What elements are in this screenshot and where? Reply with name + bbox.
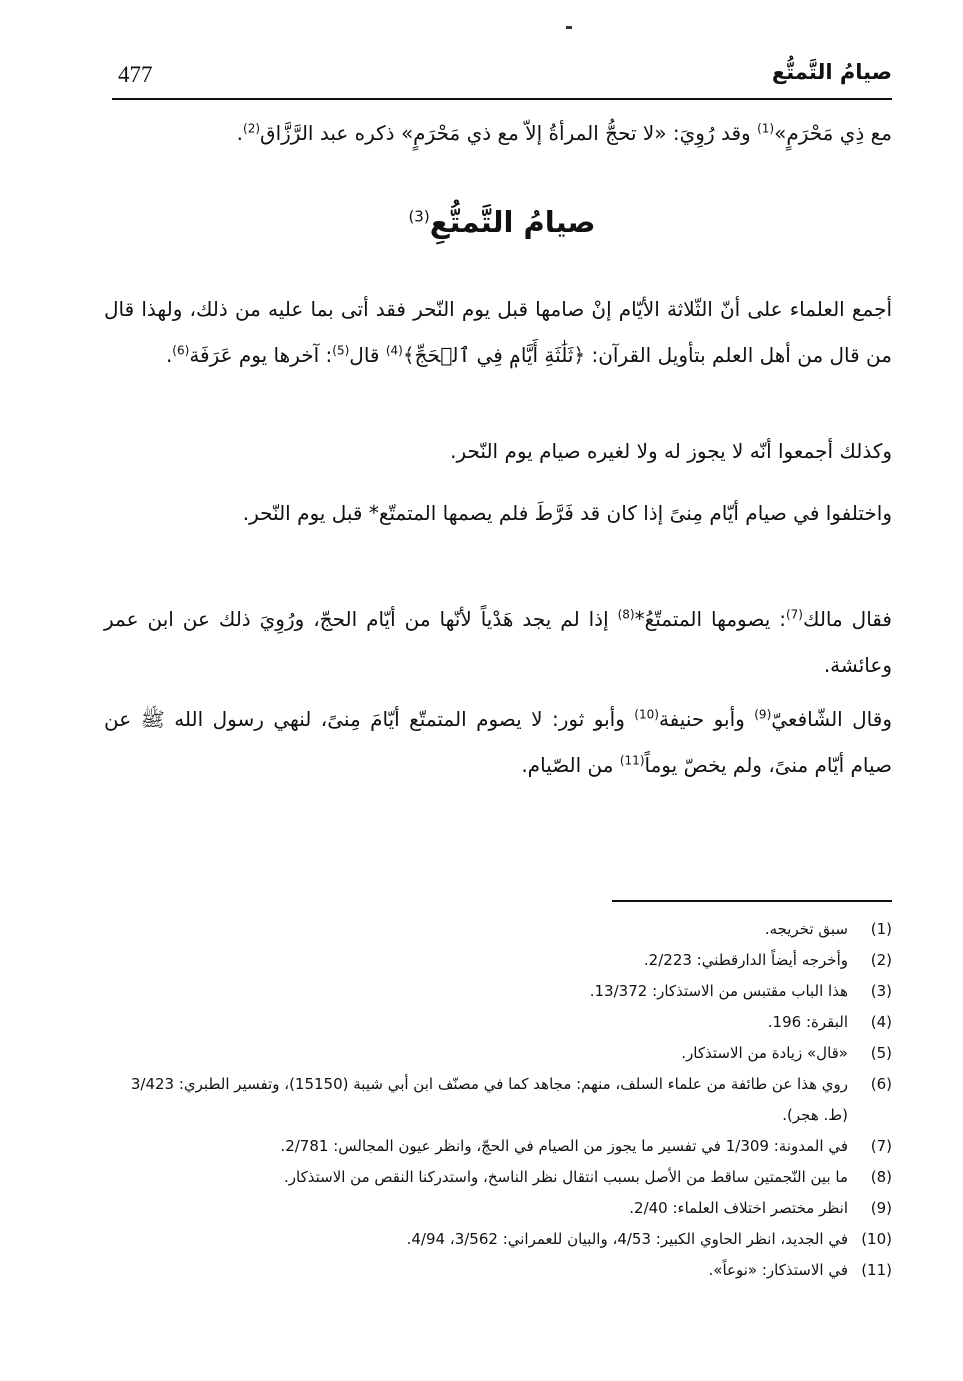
footnote-number: (3) bbox=[870, 982, 892, 1000]
footnote-number: (10) bbox=[861, 1230, 892, 1248]
footnote-text: البقرة: 196. bbox=[767, 1013, 848, 1031]
footnote-item bbox=[104, 1224, 892, 1255]
footnote-number: (1) bbox=[870, 920, 892, 938]
footnote-number: (6) bbox=[870, 1075, 892, 1093]
footnote-ref: (6) bbox=[172, 343, 190, 358]
footnote-separator bbox=[612, 900, 892, 902]
paragraph-2: وكذلك أجمعوا أنّه لا يجوز له ولا لغيره صيام يوم النّحر. bbox=[450, 439, 892, 463]
footnote-item bbox=[104, 1038, 892, 1069]
footnotes-list bbox=[104, 914, 892, 1286]
footnote-ref: (5) bbox=[332, 343, 350, 358]
footnote-item bbox=[104, 1069, 892, 1131]
footnote-ref: (11) bbox=[619, 753, 645, 768]
footnote-number: (5) bbox=[870, 1044, 892, 1062]
footnote-ref: (3) bbox=[408, 207, 430, 226]
footnote-ref: (8) bbox=[617, 607, 635, 622]
footnote-item bbox=[104, 976, 892, 1007]
footnote-ref: (9) bbox=[754, 707, 772, 722]
footnote-text: وأخرجه أيضاً الدارقطني: 2/223. bbox=[643, 951, 848, 969]
paragraph-4: فقال مالك$^{(7)}$: يصومها المتمتّعُ*$^{(8)}$ إذا لم يجد هَدْياً لأنّها من أيّام الحجّ، ورُوِيَ ذلك عن ابن عمر وعائشة. bbox=[104, 607, 892, 677]
footnote-text: روي هذا عن طائفة من علماء السلف، منهم: مجاهد كما في مصنّف ابن أبي شيبة (15150)، وتفسير الطبري: 3/423 (ط. هجر). bbox=[130, 1075, 848, 1124]
footnote-number: (9) bbox=[870, 1199, 892, 1217]
footnote-item bbox=[104, 914, 892, 945]
footnote-text: سبق تخريجه. bbox=[764, 920, 848, 938]
footnote-number: (11) bbox=[861, 1261, 892, 1279]
footnote-ref: (10) bbox=[634, 707, 659, 722]
footnote-item bbox=[104, 1255, 892, 1286]
footnote-text: انظر مختصر اختلاف العلماء: 2/40. bbox=[629, 1199, 848, 1217]
footnote-text: في الجديد، انظر الحاوي الكبير: 4/53، والبيان للعمراني: 3/562، 4/94. bbox=[406, 1230, 848, 1248]
footnote-ref: (4) bbox=[385, 343, 403, 358]
page-number: 477 bbox=[118, 62, 153, 87]
paragraph-1: أجمع العلماء على أنّ الثّلاثة الأيّام إنْ صامها قبل يوم النّحر فقد أتى بما عليه من ذلك، ولهذا قال من قال من أهل العلم بتأويل القرآن: ﴿ثَلَٰثَةِ أَيَّامٖ فِي ٱلۡحَجِّ﴾$^{(4)}$ قال$^{(5)}$: آخرها يوم عَرَفَة$^{(6)}$. bbox=[104, 297, 892, 367]
footnote-text: «قال» زيادة من الاستذكار. bbox=[681, 1044, 848, 1062]
section-title: صيامُ التَّمتُّعِ$^{(3)}$ bbox=[408, 205, 596, 239]
footnote-item bbox=[104, 1193, 892, 1224]
footnote-item bbox=[104, 1007, 892, 1038]
footnote-number: (4) bbox=[870, 1013, 892, 1031]
footnote-item bbox=[104, 1131, 892, 1162]
footnote-text: ما بين النّجمتين ساقط من الأصل بسبب انتقال نظر الناسخ، واستدركنا النقص من الاستذكار. bbox=[284, 1168, 848, 1186]
top-mark bbox=[566, 26, 572, 29]
running-title: صيامُ التَّمتُّع bbox=[771, 60, 892, 84]
footnote-ref: (2) bbox=[243, 121, 261, 136]
footnote-number: (7) bbox=[870, 1137, 892, 1155]
footnote-text: هذا الباب مقتبس من الاستذكار: 13/372. bbox=[589, 982, 848, 1000]
footnote-number: (8) bbox=[870, 1168, 892, 1186]
carry-over-paragraph: مع ذِي مَحْرَمٍ»$^{(1)}$ وقد رُوِيَ: «لا تحجُّ المرأةُ إلاّ مع ذي مَحْرَمٍ» ذكره عبد الرَّزَّاق$^{(2)}$. bbox=[236, 121, 892, 145]
running-header bbox=[112, 60, 892, 96]
footnote-ref: (1) bbox=[757, 121, 775, 136]
footnote-number: (2) bbox=[870, 951, 892, 969]
paragraph-5: وقال الشّافعيّ$^{(9)}$ وأبو حنيفة$^{(10)}$ وأبو ثور: لا يصوم المتمتّع أيّامَ مِنىً، لنهي رسول الله ﷺ عن صيام أيّام منىً، ولم يخصّ يوماً$^{(11)}$ من الصّيام. bbox=[104, 707, 892, 777]
footnote-item bbox=[104, 945, 892, 976]
footnote-item bbox=[104, 1162, 892, 1193]
paragraph-3: واختلفوا في صيام أيّام مِنىً إذا كان قد فَرَّطَ فلم يصمها المتمتّع* قبل يوم النّحر. bbox=[242, 501, 892, 525]
header-rule bbox=[112, 98, 892, 100]
footnote-text: في الاستذكار: «نوعاً». bbox=[708, 1261, 848, 1279]
footnote-text: في المدونة: 1/309 في تفسير ما يجوز من الصيام في الحجّ، وانظر عيون المجالس: 2/781. bbox=[280, 1137, 848, 1155]
footnote-ref: (7) bbox=[785, 607, 803, 622]
